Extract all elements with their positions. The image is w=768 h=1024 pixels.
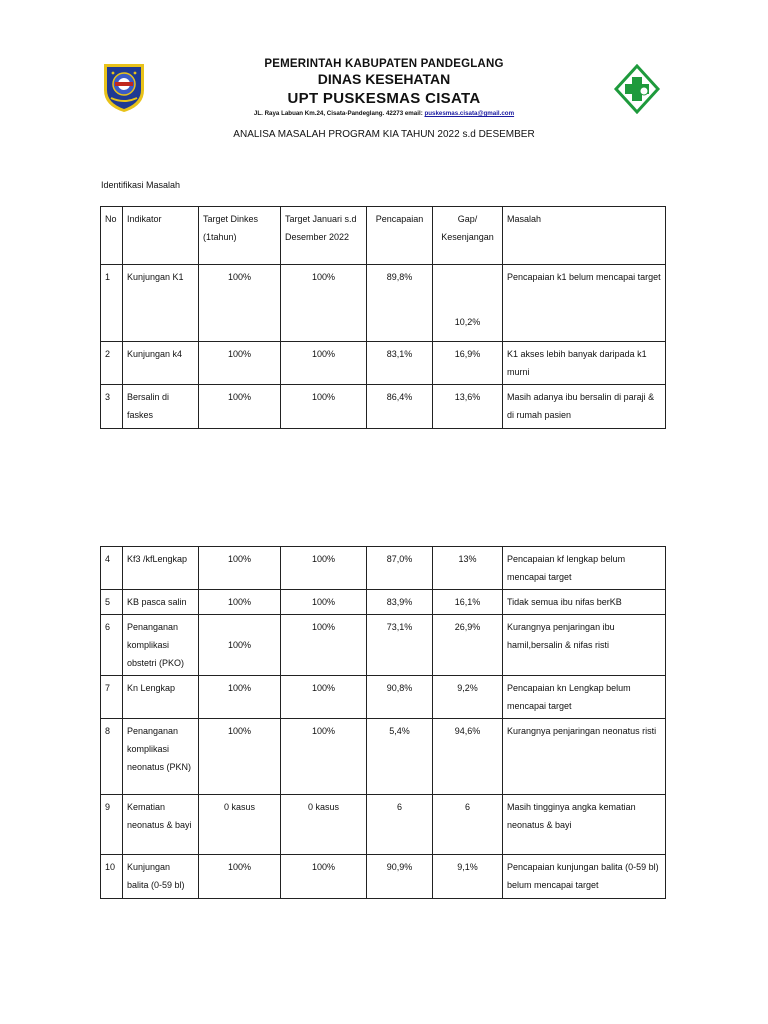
cell-no: 2: [101, 342, 123, 385]
table-row: [101, 855, 666, 899]
cell-target-januari: 100%: [281, 615, 367, 676]
cell-no: 10: [101, 855, 123, 899]
table-header-row: [101, 207, 666, 265]
cell-no: 3: [101, 385, 123, 429]
cell-target-dinkes: 100%: [199, 342, 281, 385]
document-title: ANALISA MASALAH PROGRAM KIA TAHUN 2022 s.d DESEMBER: [233, 129, 535, 140]
cell-target-januari: 100%: [281, 385, 367, 429]
cell-gap: 6: [433, 795, 503, 855]
cell-gap: 16,1%: [433, 590, 503, 615]
cell-masalah: Pencapaian k1 belum mencapai target: [503, 265, 666, 342]
problem-table-part-2: [100, 546, 666, 899]
cell-no: 6: [101, 615, 123, 676]
cell-no: 1: [101, 265, 123, 342]
table-row: [101, 719, 666, 795]
header-no: No: [101, 207, 123, 265]
email-link[interactable]: puskesmas.cisata@gmail.com: [424, 110, 515, 117]
cell-masalah: Masih adanya ibu bersalin di paraji & di rumah pasien: [503, 385, 666, 429]
header-gap: Gap/ Kesenjangan: [433, 207, 503, 265]
table-row: [101, 547, 666, 590]
cell-pencapaian: 86,4%: [367, 385, 433, 429]
cell-pencapaian: 89,8%: [367, 265, 433, 342]
cell-indikator: Kunjungan K1: [123, 265, 199, 342]
cell-gap: 13,6%: [433, 385, 503, 429]
table-row: [101, 590, 666, 615]
table-row: [101, 615, 666, 676]
cell-indikator: Kn Lengkap: [123, 676, 199, 719]
cell-pencapaian: 90,8%: [367, 676, 433, 719]
cell-target-dinkes: 100%: [199, 385, 281, 429]
header-pencapaian: Pencapaian: [367, 207, 433, 265]
cell-indikator: Kematian neonatus & bayi: [123, 795, 199, 855]
cell-target-januari: 100%: [281, 676, 367, 719]
header-target-januari: Target Januari s.d Desember 2022: [281, 207, 367, 265]
cell-indikator: Kf3 /kfLengkap: [123, 547, 199, 590]
header-masalah: Masalah: [503, 207, 666, 265]
cell-masalah: Pencapaian kunjungan balita (0-59 bl) belum mencapai target: [503, 855, 666, 899]
cell-masalah: Masih tingginya angka kematian neonatus & bayi: [503, 795, 666, 855]
cell-no: 5: [101, 590, 123, 615]
section-label: Identifikasi Masalah: [101, 180, 181, 190]
cell-target-dinkes: 100%: [199, 615, 281, 676]
cell-gap: 13%: [433, 547, 503, 590]
cell-no: 7: [101, 676, 123, 719]
cell-masalah: Pencapaian kf lengkap belum mencapai target: [503, 547, 666, 590]
cell-indikator: Penanganan komplikasi neonatus (PKN): [123, 719, 199, 795]
cell-no: 8: [101, 719, 123, 795]
cell-target-januari: 100%: [281, 342, 367, 385]
header-institution: UPT PUSKESMAS CISATA: [287, 90, 481, 107]
table-row: [101, 342, 666, 385]
header-address: [0, 110, 768, 117]
cell-target-januari: 100%: [281, 719, 367, 795]
cell-pencapaian: 73,1%: [367, 615, 433, 676]
cell-no: 4: [101, 547, 123, 590]
cell-gap: 16,9%: [433, 342, 503, 385]
header-indikator: Indikator: [123, 207, 199, 265]
problem-table-part-1: [100, 206, 666, 429]
cell-no: 9: [101, 795, 123, 855]
cell-masalah: Kurangnya penjaringan ibu hamil,bersalin & nifas risti: [503, 615, 666, 676]
cell-pencapaian: 87,0%: [367, 547, 433, 590]
address-text: JL. Raya Labuan Km.24, Cisata-Pandeglang. 42273 email:: [253, 110, 425, 117]
header-target-dinkes: Target Dinkes (1tahun): [199, 207, 281, 265]
cell-masalah: Pencapaian kn Lengkap belum mencapai target: [503, 676, 666, 719]
cell-pencapaian: 90,9%: [367, 855, 433, 899]
cell-gap: 10,2%: [433, 265, 503, 342]
cell-gap: 9,1%: [433, 855, 503, 899]
cell-pencapaian: 6: [367, 795, 433, 855]
cell-target-dinkes: 100%: [199, 547, 281, 590]
cell-target-januari: 100%: [281, 590, 367, 615]
cell-pencapaian: 5,4%: [367, 719, 433, 795]
cell-target-dinkes: 100%: [199, 719, 281, 795]
cell-target-januari: 0 kasus: [281, 795, 367, 855]
header-government: PEMERINTAH KABUPATEN PANDEGLANG: [264, 58, 504, 70]
header-department: DINAS KESEHATAN: [317, 71, 451, 87]
cell-target-januari: 100%: [281, 547, 367, 590]
cell-target-januari: 100%: [281, 265, 367, 342]
cell-target-dinkes: 100%: [199, 590, 281, 615]
cell-target-dinkes: 100%: [199, 265, 281, 342]
table-row: [101, 265, 666, 342]
cell-pencapaian: 83,1%: [367, 342, 433, 385]
cell-gap: 26,9%: [433, 615, 503, 676]
cell-gap: 94,6%: [433, 719, 503, 795]
cell-masalah: K1 akses lebih banyak daripada k1 murni: [503, 342, 666, 385]
cell-target-dinkes: 100%: [199, 676, 281, 719]
cell-masalah: Tidak semua ibu nifas berKB: [503, 590, 666, 615]
table-row: [101, 385, 666, 429]
cell-indikator: KB pasca salin: [123, 590, 199, 615]
cell-indikator: Kunjungan k4: [123, 342, 199, 385]
cell-target-januari: 100%: [281, 855, 367, 899]
cell-indikator: Kunjungan balita (0-59 bl): [123, 855, 199, 899]
cell-target-dinkes: 100%: [199, 855, 281, 899]
table-row: [101, 676, 666, 719]
cell-indikator: Penanganan komplikasi obstetri (PKO): [123, 615, 199, 676]
cell-gap: 9,2%: [433, 676, 503, 719]
cell-pencapaian: 83,9%: [367, 590, 433, 615]
cell-indikator: Bersalin di faskes: [123, 385, 199, 429]
table-row: [101, 795, 666, 855]
cell-masalah: Kurangnya penjaringan neonatus risti: [503, 719, 666, 795]
cell-target-dinkes: 0 kasus: [199, 795, 281, 855]
